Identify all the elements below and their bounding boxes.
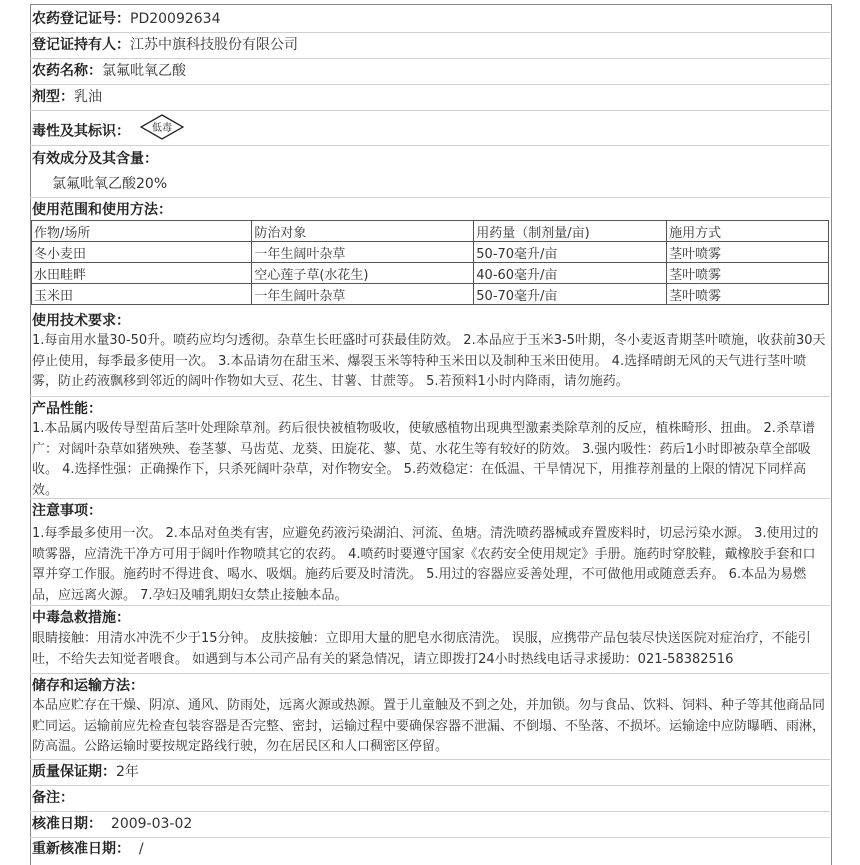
tech-text: 1.每亩用水量30-50升。喷药应均匀透彻。杂草生长旺盛时可获最佳防效。 2.本品应于玉米3-5叶期，冬小麦返青期茎叶喷施，收获前30天停止使用，每季最多使用一次。 3.本品请勿在甜玉米、爆裂玉米等特种玉米田以及制种玉米田使用。 4.选择晴朗无风的天气进行茎叶喷雾，防止药液飘移到邻近的阔叶作物如大豆、花生、甘薯、甘蔗等。 5.若预料1小时内降雨，请勿施药。 <box>32 333 826 389</box>
usage-title-row <box>32 200 828 220</box>
ingredient-title-row <box>32 149 828 169</box>
tech-title: 使用技术要求： <box>32 313 130 329</box>
divider <box>30 396 830 397</box>
method-cell: 茎叶喷雾 <box>667 263 829 284</box>
divider <box>30 759 830 760</box>
holder-name: 江苏中旗科技股份有限公司 <box>130 37 298 53</box>
crop-cell: 水田畦畔 <box>32 263 252 284</box>
divider <box>30 110 830 111</box>
divider <box>30 58 830 59</box>
registration-number-label: 农药登记证号： <box>32 11 130 27</box>
divider <box>30 84 830 85</box>
formulation-label: 剂型： <box>32 89 74 105</box>
divider <box>30 811 830 812</box>
tech-title-row <box>32 311 828 331</box>
divider <box>30 785 830 786</box>
divider <box>30 837 830 838</box>
caution-title: 注意事项： <box>32 503 102 519</box>
target-cell: 一年生阔叶杂草 <box>252 242 474 263</box>
storage-text: 本品应贮存在干燥、阴凉、通风、防雨处，远离火源或热源。置于儿童触及不到之处，并加锁。勿与食品、饮料、饲料、种子等其他商品同贮同运。运输前应先检查包装容器是否完整、密封，运输过程中要确保容器不泄漏、不倒塌、不坠落、不损坏。运输途中应防曝晒、雨淋，防高温。公路运输时要按规定路线行驶，勿在居民区和人口稠密区停留。 <box>32 698 826 754</box>
formulation-row <box>32 87 828 107</box>
warranty-value: 2年 <box>116 764 139 780</box>
divider <box>30 197 830 198</box>
method-cell: 茎叶喷雾 <box>667 242 829 263</box>
header-cell: 作物/场所 <box>32 221 252 242</box>
holder-row <box>32 35 828 55</box>
approval-date-row <box>32 814 828 834</box>
ingredient-content: 氯氟吡氧乙酸20% <box>52 176 168 192</box>
pesticide-name-label: 农药名称： <box>32 63 102 79</box>
divider <box>30 498 830 499</box>
dosage-cell: 40-60毫升/亩 <box>474 263 667 284</box>
ingredient-label: 有效成分及其含量： <box>32 151 158 167</box>
usage-table-header <box>32 221 829 242</box>
divider <box>30 145 830 146</box>
remarks-label: 备注： <box>32 790 74 806</box>
table-row <box>32 263 829 284</box>
dosage-cell: 50-70毫升/亩 <box>474 242 667 263</box>
registration-number: PD20092634 <box>130 11 221 27</box>
first-aid-title: 中毒急救措施： <box>32 610 130 626</box>
target-cell: 一年生阔叶杂草 <box>252 284 474 305</box>
toxicity-label: 毒性及其标识： <box>32 123 130 140</box>
reapproval-date: / <box>138 841 144 857</box>
approval-date-label: 核准日期： <box>32 816 102 832</box>
divider <box>30 673 830 674</box>
formulation: 乳油 <box>74 89 102 105</box>
performance-text: 1.本品属内吸传导型苗后茎叶处理除草剂。药后很快被植物吸收，使敏感植物出现典型激素类除草剂的反应，植株畸形、扭曲。 2.杀草谱广：对阔叶杂草如猪殃殃、卷茎蓼、马齿苋、龙葵、田旋花、蓼、苋、水花生等有较好的防效。 3.强内吸性：药后1小时即被杂草全部吸收。 4.选择性强：正确操作下，只杀死阔叶杂草，对作物安全。 5.药效稳定：在低温、干旱情况下，用推荐剂量的上限的情况下同样高效。 <box>32 421 815 498</box>
storage-title: 储存和运输方法： <box>32 678 144 694</box>
method-cell: 茎叶喷雾 <box>667 284 829 305</box>
reapproval-date-label: 重新核准日期： <box>32 841 130 857</box>
header-cell: 防治对象 <box>252 221 474 242</box>
dosage-cell: 50-70毫升/亩 <box>474 284 667 305</box>
registration-number-row <box>32 9 828 29</box>
warranty-label: 质量保证期： <box>32 764 116 780</box>
toxicity-row <box>32 114 828 149</box>
crop-cell: 玉米田 <box>32 284 252 305</box>
usage-table <box>31 220 829 305</box>
approval-date: 2009-03-02 <box>110 816 193 832</box>
reapproval-date-row <box>32 839 828 859</box>
header-cell: 用药量（制剂量/亩) <box>474 221 667 242</box>
performance-title: 产品性能： <box>32 401 102 417</box>
caution-text: 1.每季最多使用一次。 2.本品对鱼类有害，应避免药液污染湖泊、河流、鱼塘。清洗喷药器械或弃置废料时，切忌污染水源。 3.使用过的喷雾器，应清洗干净方可用于阔叶作物喷其它的农药。 4.喷药时要遵守国家《农药安全使用规定》手册。施药时穿胶鞋，戴橡胶手套和口罩并穿工作服。施药时不得进食、喝水、吸烟。施药后要及时清洗。 5.用过的容器应妥善处理，不可做他用或随意丢弃。 6.本品为易燃品，应远离火源。 7.孕妇及哺乳期妇女禁止接触本品。 <box>32 526 819 603</box>
header-cell: 施用方式 <box>667 221 829 242</box>
divider <box>30 32 830 33</box>
crop-cell: 冬小麦田 <box>32 242 252 263</box>
divider <box>30 605 830 606</box>
caution-title-row <box>32 501 828 521</box>
remarks-row <box>32 788 828 808</box>
pesticide-name: 氯氟吡氧乙酸 <box>102 63 186 79</box>
low-toxicity-diamond-icon <box>140 114 184 149</box>
table-row <box>32 242 829 263</box>
storage-title-row <box>32 676 828 696</box>
first-aid-text: 眼睛接触：用清水冲洗不少于15分钟。 皮肤接触：立即用大量的肥皂水彻底清洗。 误服，应携带产品包装尽快送医院对症治疗，不能引吐，不给失去知觉者喂食。 如遇到与本公司产品有关的紧急情况，请立即拨打24小时热线电话寻求援助：021-58382516 <box>32 631 811 667</box>
warranty-row <box>32 762 828 782</box>
toxicity-badge-text: 低毒 <box>152 123 173 134</box>
usage-title: 使用范围和使用方法： <box>32 202 172 218</box>
table-row <box>32 284 829 305</box>
first-aid-title-row <box>32 608 828 628</box>
holder-label: 登记证持有人： <box>32 37 130 53</box>
pesticide-name-row <box>32 61 828 81</box>
performance-title-row <box>32 399 828 419</box>
ingredient-row <box>52 174 828 194</box>
target-cell: 空心莲子草(水花生) <box>252 263 474 284</box>
